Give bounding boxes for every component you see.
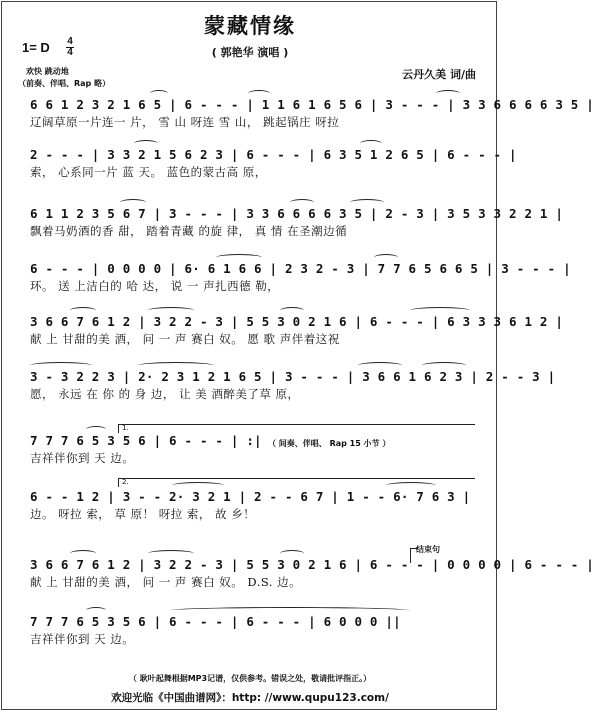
- slur: [410, 307, 470, 314]
- slur: [170, 607, 410, 614]
- slur: [350, 199, 384, 206]
- staff-system-7: [30, 432, 478, 466]
- staff-system-9: [30, 556, 594, 590]
- time-signature-top: 4: [67, 36, 73, 47]
- slur: [86, 607, 106, 614]
- slur: [134, 140, 158, 147]
- lyrics-line: 吉祥伴你到 天 边。: [30, 451, 135, 465]
- slur: [120, 199, 146, 206]
- slur: [148, 307, 194, 314]
- volta-1-label: 1.: [122, 424, 129, 432]
- slurs: [30, 205, 478, 211]
- volta-2-label: 2.: [122, 478, 129, 486]
- slur: [216, 254, 262, 261]
- staff-system-3: [30, 205, 564, 239]
- notes-line: 3 6 6 7 6 1 2 | 3 2 2 - 3 | 5 5 3 0 2 1 6 | 6 - - - | 6 3 3 3 6 1 2 |: [30, 314, 564, 329]
- staff-system-8: [30, 488, 478, 522]
- slurs: [30, 613, 478, 619]
- slurs: [30, 313, 478, 319]
- slur: [172, 482, 224, 489]
- lyrics-line: 献 上 甘甜的美 酒， 问 一 声 赛白 奴。 D.S. 边。: [30, 575, 302, 589]
- slurs: [30, 96, 478, 102]
- slurs: [30, 432, 478, 438]
- slur: [386, 482, 436, 489]
- slur: [30, 362, 92, 369]
- time-signature-bottom: 4: [67, 47, 73, 58]
- lyrics-line: 吉祥伴你到 天 边。: [30, 632, 135, 646]
- intro-note: （前奏、伴唱、Rap 略）: [18, 79, 111, 88]
- slurs: [30, 146, 478, 152]
- slurs: [30, 556, 478, 562]
- slurs: [30, 260, 478, 266]
- slur: [86, 426, 106, 433]
- singer-subtitle: ( 郭艳华 演唱 ): [211, 46, 289, 59]
- slur: [280, 307, 304, 314]
- notes-line: 6 6 1 2 3 2 1 6 5 | 6 - - - | 1 1 6 1 6 5 6 | 3 - - - | 3 3 6 6 6 6 3 5 |: [30, 97, 594, 112]
- notes-line: 7 7 7 6 5 3 5 6 | 6 - - - | 6 - - - | 6 0 0 0 ||: [30, 614, 401, 629]
- slur: [138, 362, 214, 369]
- staff-system-6: [30, 368, 556, 402]
- notes-line: 3 - 3 2 2 3 | 2· 2 3 1 2 1 6 5 | 3 - - - | 3 6 6 1 6 2 3 | 2 - - 3 |: [30, 369, 556, 384]
- key-signature: 1= D: [22, 40, 50, 55]
- slur: [248, 90, 270, 97]
- slurs: [30, 488, 478, 494]
- staff-system-1: [30, 96, 594, 130]
- slur: [360, 140, 382, 147]
- slur: [358, 362, 402, 369]
- interlude-note: （ 间奏、伴唱、 Rap 15 小节 ）: [268, 439, 391, 448]
- lyrics-line: 辽阔草原一片连一 片， 雪 山 呀连 雪 山， 跳起锅庄 呀拉: [30, 115, 340, 129]
- slur: [280, 550, 304, 557]
- slur: [148, 550, 194, 557]
- notes-line: 6 1 1 2 3 5 6 7 | 3 - - - | 3 3 6 6 6 6 3 5 | 2 - 3 | 3 5 3 3 2 2 1 |: [30, 206, 564, 221]
- notes-line: 6 - - - | 0 0 0 0 | 6· 6 1 6 6 | 2 3 2 - 3 | 7 7 6 5 6 6 5 | 3 - - - |: [30, 261, 571, 276]
- ending-label: 结束句: [416, 545, 440, 554]
- slur: [70, 550, 96, 557]
- lyrics-line: 索， 心系同一片 蓝 天。 蓝色的蒙古高 原，: [30, 165, 267, 179]
- slur: [290, 199, 314, 206]
- lyrics-line: 边。 呀拉 索， 草 原！ 呀拉 索， 故 乡！: [30, 507, 256, 521]
- notes-line: 7 7 7 6 5 3 5 6 | 6 - - - | :|: [30, 433, 262, 448]
- slur: [436, 90, 460, 97]
- slur: [70, 307, 96, 314]
- lyrics-line: 飘着马奶酒的香 甜， 踏着青藏 的旋 律， 真 情 在圣潮边循: [30, 224, 348, 238]
- notes-line: 6 - - 1 2 | 3 - - 2· 3 2 1 | 2 - - 6 7 | 1 - - 6· 7 6 3 |: [30, 489, 471, 504]
- staff-system-5: [30, 313, 564, 347]
- lyrics-line: 环。 送 上洁白的 哈 达， 说 一 声扎西德 勒，: [30, 279, 280, 293]
- website-footer: 欢迎光临《中国曲谱网》：http: //www.qupu123.com/: [111, 692, 389, 704]
- slur: [150, 90, 168, 97]
- slur: [374, 254, 398, 261]
- notes-line: 2 - - - | 3 3 2 1 5 6 2 3 | 6 - - - | 6 3 5 1 2 6 5 | 6 - - - |: [30, 147, 517, 162]
- staff-system-4: [30, 260, 571, 294]
- slurs: [30, 368, 478, 374]
- tempo-marking: 欢快 跳动地: [26, 67, 69, 76]
- lyrics-line: 献 上 甘甜的美 酒， 问 一 声 赛白 奴。 愿 歌 声伴着这祝: [30, 332, 340, 346]
- slur: [422, 362, 466, 369]
- staff-system-10: [30, 613, 478, 647]
- notes-line: 3 6 6 7 6 1 2 | 3 2 2 - 3 | 5 5 3 0 2 1 6 | 6 - - - | 0 0 0 0 | 6 - - - |: [30, 557, 594, 572]
- staff-system-2: [30, 146, 517, 180]
- transcriber-note: （ 耿叶起舞根据MP3记谱，仅供参考。错误之处，敬请批评指正。）: [128, 674, 372, 683]
- song-title: 蒙藏情缘: [204, 14, 296, 38]
- credits: 云丹久美 词/曲: [402, 68, 476, 81]
- lyrics-line: 愿， 永远 在 你 的 身 边， 让 美 酒醉美了草 原，: [30, 387, 300, 401]
